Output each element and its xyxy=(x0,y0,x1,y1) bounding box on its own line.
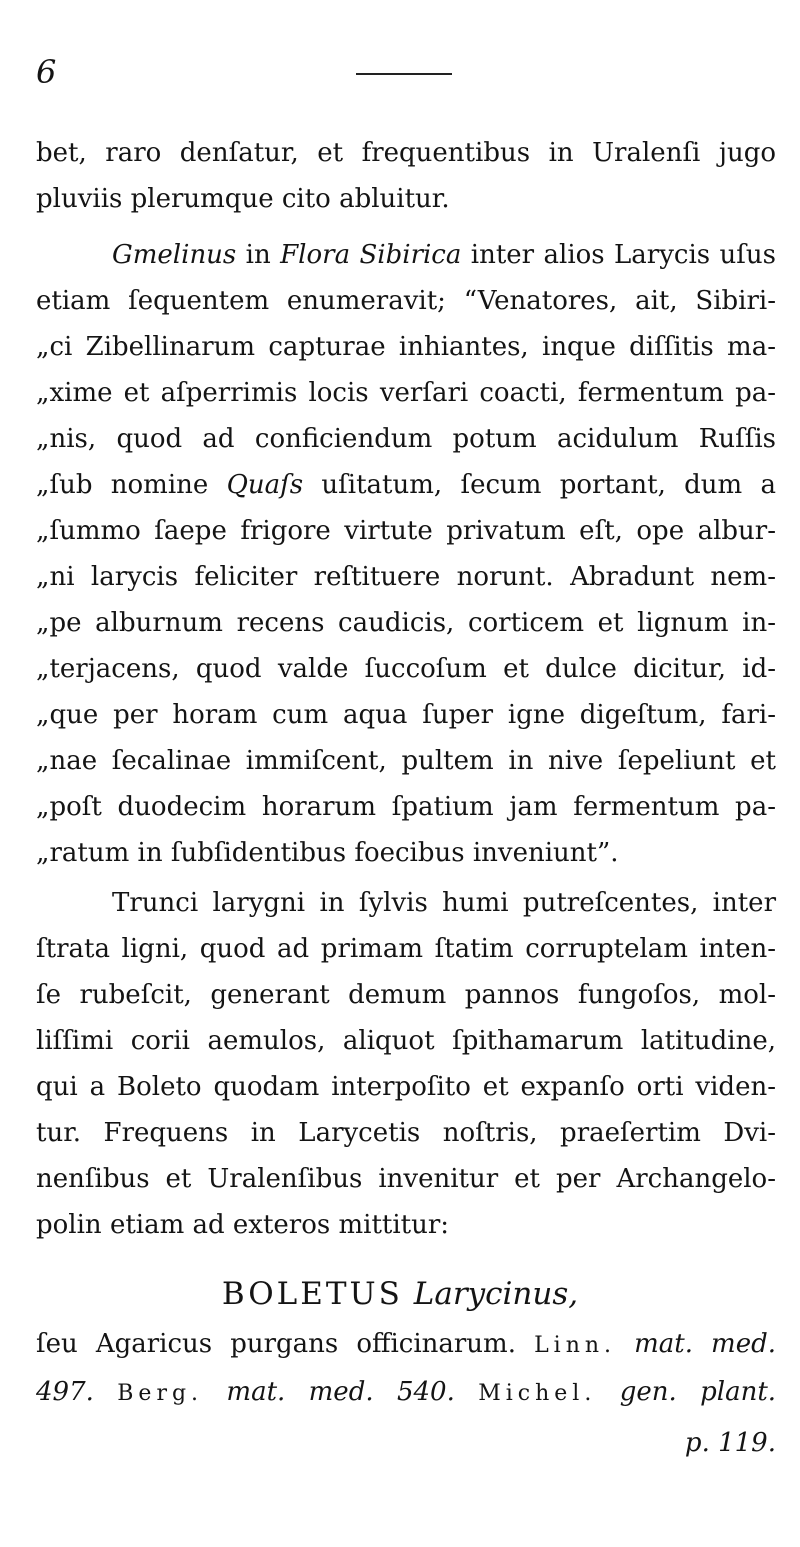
work-title: gen. plant. xyxy=(619,1377,777,1407)
text-line: „nis, quod ad conficiendum potum acidulum Ruſſis xyxy=(36,424,776,454)
header-rule xyxy=(356,73,452,75)
text-line: liſſimi corii aemulos, aliquot ſpithamarum latitudine, xyxy=(36,1026,776,1056)
text-line: „xime et aſperrimis locis verſari coacti, fermentum pa- xyxy=(36,378,776,408)
text-line: Gmelinus in Flora Sibirica inter alios Larycis uſus xyxy=(112,240,776,270)
work-title: Flora Sibirica xyxy=(280,240,462,270)
paragraph-trunci xyxy=(36,880,776,1248)
text-line: ſtrata ligni, quod ad primam ſtatim corruptelam inten- xyxy=(36,934,776,964)
text-line: bet, raro denſatur, et frequentibus in Uralenſi jugo xyxy=(36,138,776,168)
text-line: „terjacens, quod valde ſuccoſum et dulce dicitur, id- xyxy=(36,654,776,684)
page-number: 6 xyxy=(36,53,57,91)
text-line: „pe alburnum recens caudicis, corticem et lignum in- xyxy=(36,608,776,638)
text-line: Trunci larygni in ſylvis humi putreſcentes, inter xyxy=(112,888,776,918)
text-line: „ſub nomine Quaſs uſitatum, ſecum portant, dum a xyxy=(36,470,776,500)
author-berg: Berg. xyxy=(117,1381,204,1406)
species-heading xyxy=(0,1270,800,1318)
text-line: „ratum in ſubſidentibus foecibus inveniunt”. xyxy=(36,838,619,868)
paragraph-gmelinus-quote xyxy=(36,232,776,876)
genus-name: BOLETUS xyxy=(221,1276,403,1312)
species-epithet: Larycinus, xyxy=(413,1276,579,1312)
text-line: „ci Zibellinarum capturae inhiantes, inque diſſitis ma- xyxy=(36,332,776,362)
text-line: „ni larycis feliciter reſtituere norunt. Abradunt nem- xyxy=(36,562,776,592)
text-line: „que per horam cum aqua ſuper igne digeſtum, fari- xyxy=(36,700,776,730)
reference-line: 497. Berg. mat. med. 540. Michel. gen. plant. xyxy=(36,1377,777,1407)
text-line: polin etiam ad exteros mittitur: xyxy=(36,1210,450,1240)
reference-line: ſeu Agaricus purgans officinarum. Linn. mat. med. xyxy=(36,1329,777,1359)
reference-page: p. 119. xyxy=(684,1428,776,1458)
text-line: „poſt duodecim horarum ſpatium jam fermentum pa- xyxy=(36,792,776,822)
author-linn: Linn. xyxy=(534,1333,617,1358)
text-line: „nae ſecalinae immiſcent, pultem in nive ſepeliunt et xyxy=(36,746,776,776)
paragraph-continuation xyxy=(36,130,776,222)
text-line: qui a Boleto quodam interpoſito et expanſo orti viden- xyxy=(36,1072,776,1102)
text-line: „ſummo ſaepe frigore virtute privatum eſt, ope albur- xyxy=(36,516,776,546)
author-michel: Michel. xyxy=(478,1381,597,1406)
work-title: mat. med. xyxy=(634,1329,777,1359)
term-quass: Quaſs xyxy=(226,470,304,500)
text-line: pluviis plerumque cito abluitur. xyxy=(36,184,450,214)
text-line: ſe rubeſcit, generant demum pannos fungoſos, mol- xyxy=(36,980,776,1010)
text-line: etiam ſequentem enumeravit; “Venatores, ait, Sibiri- xyxy=(36,286,776,316)
author-name: Gmelinus xyxy=(112,240,237,270)
species-references xyxy=(36,1320,776,1416)
text-line: tur. Frequens in Larycetis noſtris, praeſertim Dvi- xyxy=(36,1118,776,1148)
work-title: mat. med. 540. xyxy=(226,1377,455,1407)
text-line: nenſibus et Uralenſibus invenitur et per Archangelo- xyxy=(36,1164,776,1194)
